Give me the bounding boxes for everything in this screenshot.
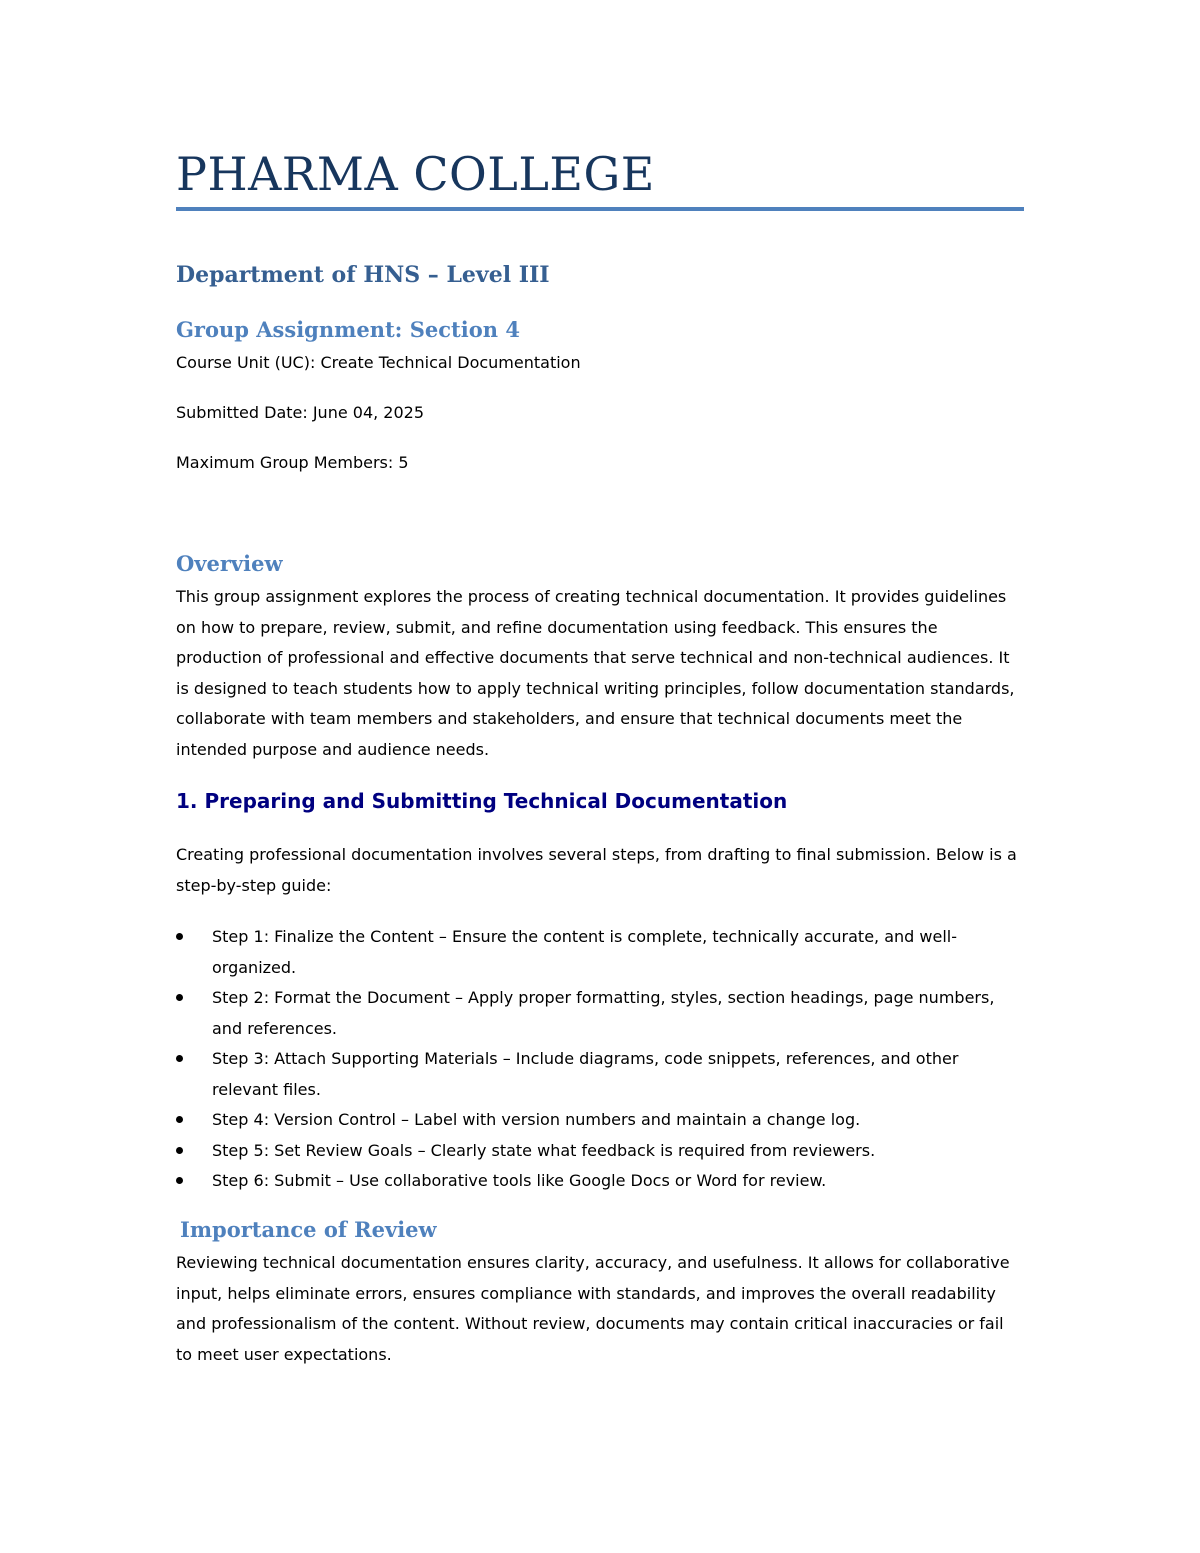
- title-divider: [176, 207, 1024, 211]
- step-item: [176, 983, 1024, 1044]
- submitted-date: Submitted Date: June 04, 2025: [176, 403, 425, 422]
- step-item: [176, 1044, 1024, 1105]
- review-heading: Importance of Review: [180, 1217, 437, 1242]
- step-item: [176, 922, 1024, 983]
- bullet-icon: [176, 1055, 183, 1062]
- section-1-intro: Creating professional documentation involves several steps, from drafting to final submission. Below is a step-by-step guide:: [176, 845, 1017, 895]
- step-text: Step 1: Finalize the Content – Ensure the content is complete, technically accurate, and well-organized.: [212, 927, 957, 977]
- department-heading: Department of HNS – Level III: [176, 262, 550, 288]
- document-title: PHARMA COLLEGE: [176, 147, 655, 201]
- step-item: [176, 1136, 1024, 1167]
- overview-text: This group assignment explores the process of creating technical documentation. It provides guidelines on how to prepare, review, submit, and refine documentation using feedback. This ensures the production of professional and effective documents that serve technical and non-technical audiences. It is designed to teach students how to apply technical writing principles, follow documentation standards, collaborate with team members and stakeholders, and ensure that technical documents meet the intended purpose and audience needs.: [176, 587, 1015, 759]
- step-item: [176, 1105, 1024, 1136]
- bullet-icon: [176, 933, 183, 940]
- course-unit: Course Unit (UC): Create Technical Documentation: [176, 353, 581, 372]
- assignment-heading: Group Assignment: Section 4: [176, 317, 520, 342]
- bullet-icon: [176, 994, 183, 1001]
- section-1-heading: 1. Preparing and Submitting Technical Documentation: [176, 789, 788, 813]
- steps-list: [176, 922, 1024, 1197]
- bullet-icon: [176, 1177, 183, 1184]
- bullet-icon: [176, 1147, 183, 1154]
- step-text: Step 2: Format the Document – Apply proper formatting, styles, section headings, page numbers, and references.: [212, 988, 995, 1038]
- overview-heading: Overview: [176, 551, 283, 576]
- step-item: [176, 1166, 1024, 1197]
- step-text: Step 3: Attach Supporting Materials – Include diagrams, code snippets, references, and other relevant files.: [212, 1049, 959, 1099]
- bullet-icon: [176, 1116, 183, 1123]
- step-text: Step 5: Set Review Goals – Clearly state what feedback is required from reviewers.: [212, 1140, 876, 1160]
- review-text: Reviewing technical documentation ensures clarity, accuracy, and usefulness. It allows for collaborative input, helps eliminate errors, ensures compliance with standards, and improves the overall readability and professionalism of the content. Without review, documents may contain critical inaccuracies or fail to meet user expectations.: [176, 1253, 1010, 1364]
- step-text: Step 4: Version Control – Label with version numbers and maintain a change log.: [212, 1110, 861, 1129]
- max-group-members: Maximum Group Members: 5: [176, 453, 409, 472]
- step-text: Step 6: Submit – Use collaborative tools like Google Docs or Word for review.: [212, 1171, 827, 1190]
